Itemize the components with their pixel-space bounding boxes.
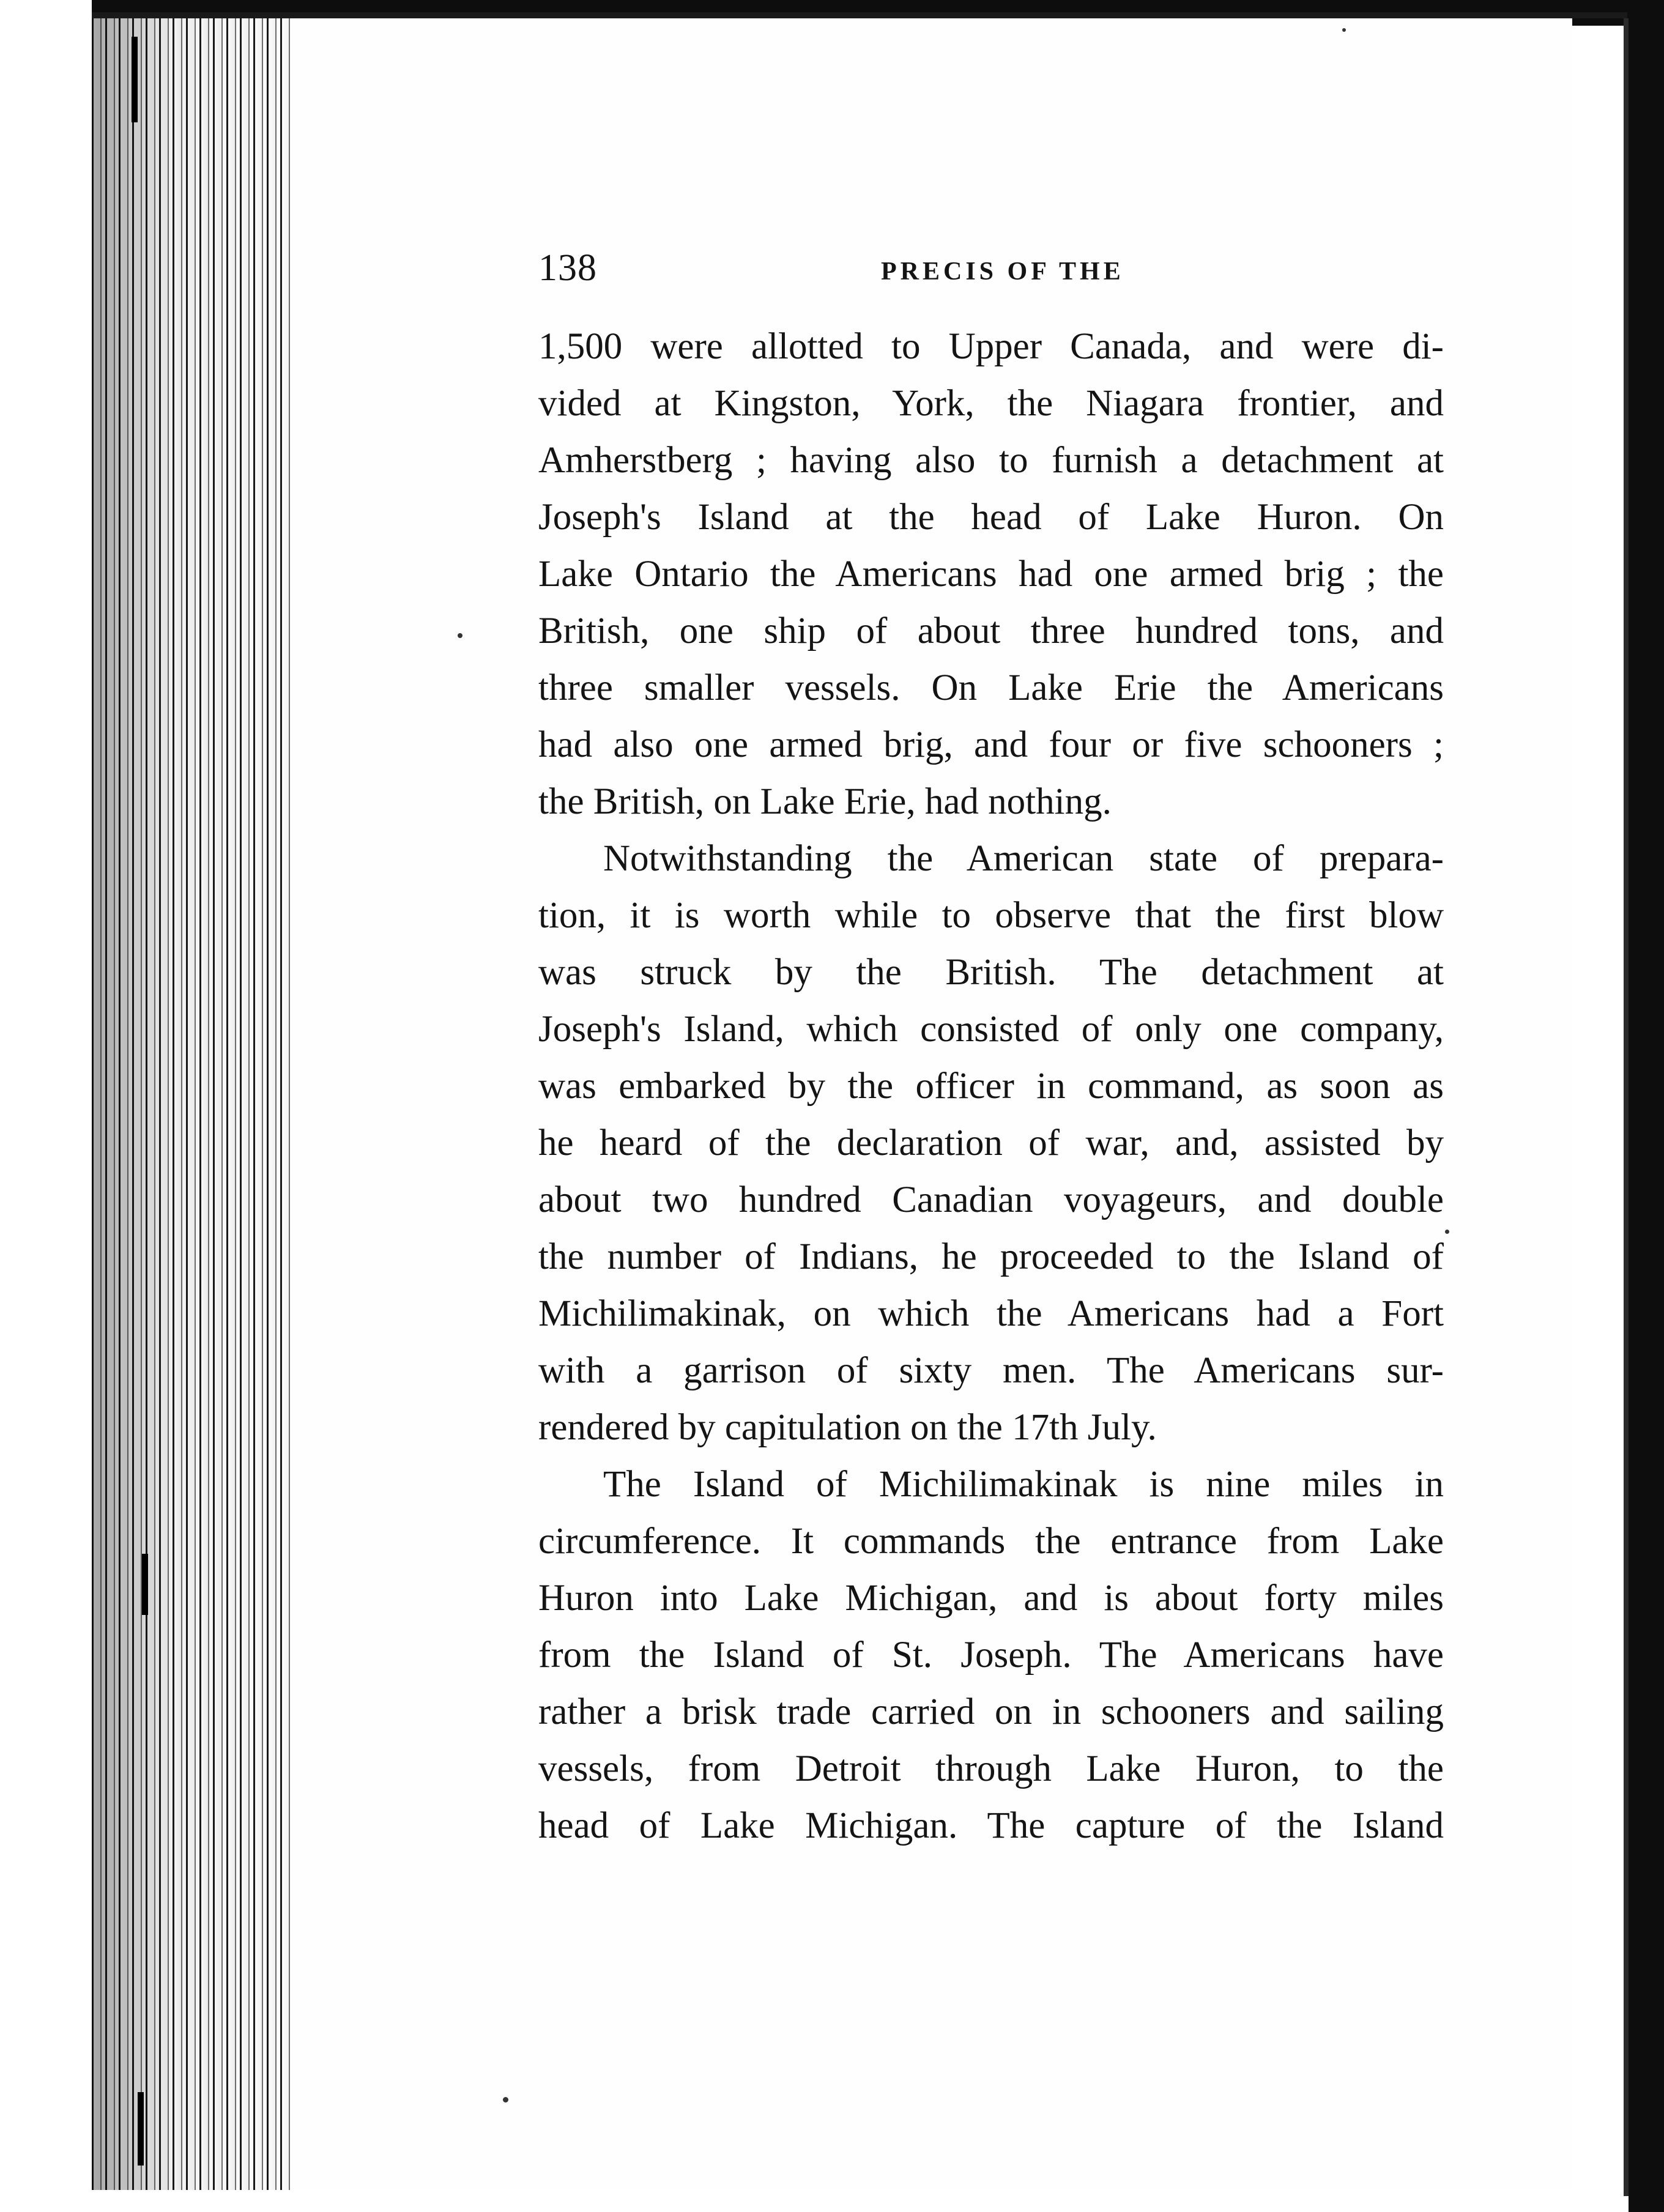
text-line: Lake Ontario the Americans had one armed brig ; the xyxy=(538,554,1444,595)
text-line: was embarked by the officer in command, as soon as xyxy=(538,1066,1444,1107)
scan-border-left xyxy=(0,0,92,2212)
text-line: circumference. It commands the entrance from Lake xyxy=(538,1521,1444,1562)
text-line: the number of Indians, he proceeded to the Island of xyxy=(538,1236,1444,1277)
page-number: 138 xyxy=(538,247,597,289)
text-line: rather a brisk trade carried on in schooners and sailing xyxy=(538,1691,1444,1732)
text-line: Huron into Lake Michigan, and is about forty miles xyxy=(538,1578,1444,1619)
text-line: from the Island of St. Joseph. The Americans have xyxy=(538,1635,1444,1676)
binding-mark xyxy=(132,37,138,122)
text-line: 1,500 were allotted to Upper Canada, and were di- xyxy=(538,326,1444,367)
text-line: Amherstberg ; having also to furnish a detachment at xyxy=(538,440,1444,481)
text-line: about two hundred Canadian voyageurs, and double xyxy=(538,1179,1444,1220)
dust-speck xyxy=(1445,1230,1449,1234)
page-right-shadow xyxy=(1624,18,1629,2196)
fore-edge-shadow xyxy=(92,12,294,2190)
text-line: tion, it is worth while to observe that the first blow xyxy=(538,895,1444,936)
text-line: vided at Kingston, York, the Niagara frontier, and xyxy=(538,383,1444,424)
scan-border-right xyxy=(1629,0,1664,2212)
text-line: head of Lake Michigan. The capture of the Island xyxy=(538,1805,1444,1846)
page-top-edge xyxy=(92,12,1627,18)
text-line: was struck by the British. The detachment at xyxy=(538,952,1444,993)
text-line: vessels, from Detroit through Lake Huron, to the xyxy=(538,1748,1444,1789)
text-line: rendered by capitulation on the 17th July. xyxy=(538,1407,1157,1448)
body-text xyxy=(538,318,1444,1854)
text-line: Joseph's Island at the head of Lake Huron. On xyxy=(538,497,1444,538)
binding-mark xyxy=(138,2092,144,2166)
text-line: British, one ship of about three hundred tons, and xyxy=(538,611,1444,651)
running-head xyxy=(538,243,1444,292)
text-line: with a garrison of sixty men. The Americans sur- xyxy=(538,1350,1444,1391)
text-line: three smaller vessels. On Lake Erie the Americans xyxy=(538,667,1444,708)
dust-speck xyxy=(503,2097,508,2103)
dust-speck xyxy=(1342,28,1346,32)
text-line: had also one armed brig, and four or five schooners ; xyxy=(538,724,1444,765)
text-line: he heard of the declaration of war, and, assisted by xyxy=(538,1123,1444,1164)
paragraph-first-line: Notwithstanding the American state of prepara- xyxy=(603,838,1444,879)
dust-speck xyxy=(458,633,462,638)
text-line: the British, on Lake Erie, had nothing. xyxy=(538,781,1112,822)
text-line: Michilimakinak, on which the Americans had a Fort xyxy=(538,1293,1444,1334)
running-title: PRECIS OF THE xyxy=(881,258,1124,286)
binding-mark xyxy=(142,1554,148,1615)
text-line: Joseph's Island, which consisted of only one company, xyxy=(538,1009,1444,1050)
paragraph-first-line: The Island of Michilimakinak is nine miles in xyxy=(603,1464,1444,1505)
